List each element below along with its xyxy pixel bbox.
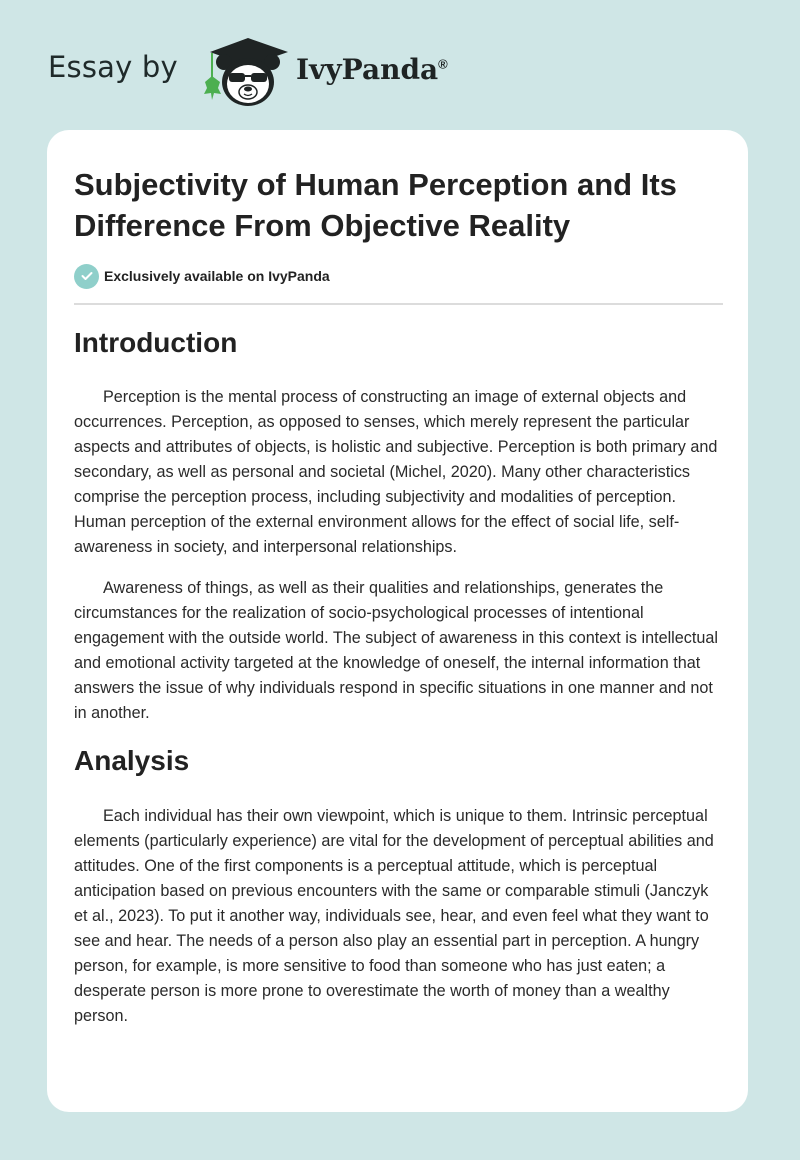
check-circle-icon bbox=[74, 264, 99, 289]
ivypanda-wordmark[interactable] bbox=[296, 53, 448, 86]
exclusive-badge bbox=[74, 263, 330, 289]
exclusive-badge-text: Exclusively available on IvyPanda bbox=[104, 268, 330, 284]
site-header bbox=[0, 0, 800, 125]
section-heading-introduction: Introduction bbox=[74, 327, 238, 358]
analysis-paragraph-1: Each individual has their own viewpoint, which is unique to them. Intrinsic perceptual elements (particularly experience) are vital for the development of perceptual abilities and attitudes. One of the first components is a perceptual attitude, which is perceptual anticipation based on previous encounters with the same or comparable stimuli (Janczyk et al., 2023). To put it another way, individuals see, hear, and even feel what they want to see and hear. The needs of a person also play an essential part in perception. A hungry person, for example, is more sensitive to food than someone who has just eaten; a desperate person is more prone to overestimate the worth of money than a wealthy person. bbox=[74, 807, 714, 1025]
section-heading-analysis: Analysis bbox=[74, 745, 190, 776]
intro-paragraph-1: Perception is the mental process of constructing an image of external objects and occurrences. Perception, as opposed to senses, which merely represent the particular aspects and attributes of objects, is holistic and subjective. Perception is both primary and secondary, as well as personal and societal (Michel, 2020). Many other characteristics comprise the perception process, including subjectivity and modalities of perception. Human perception of the external environment allows for the effect of social life, self-awareness in society, and interpersonal relationships. bbox=[74, 388, 718, 556]
essay-card bbox=[47, 130, 748, 1112]
essay-by-label: Essay by bbox=[48, 50, 178, 84]
intro-paragraph-2: Awareness of things, as well as their qualities and relationships, generates the circumstances for the realization of socio-psychological processes of intentional engagement with the outside world. The subject of awareness in this context is intellectual and emotional activity targeted at the knowledge of oneself, the internal information that answers the issue of why individuals respond in specific situations in one manner and not in another. bbox=[74, 579, 718, 722]
registered-mark: ® bbox=[438, 56, 448, 72]
panda-graduation-cap-icon[interactable] bbox=[202, 36, 290, 108]
brand-name-text: IvyPanda bbox=[296, 53, 439, 86]
essay-title: Subjectivity of Human Perception and Its Difference From Objective Reality bbox=[74, 167, 677, 243]
title-divider bbox=[74, 303, 723, 305]
